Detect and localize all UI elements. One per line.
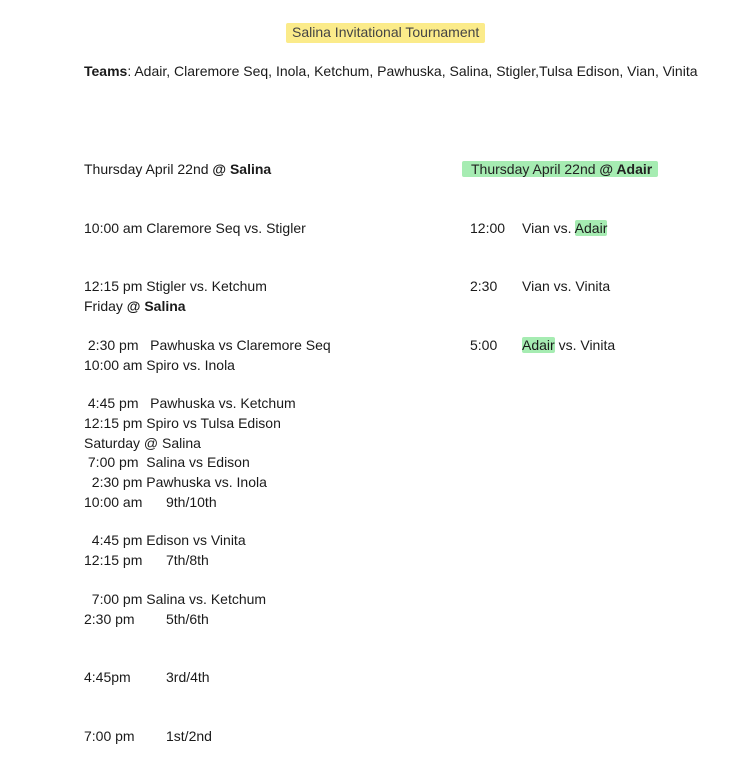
teams-line (84, 62, 714, 82)
heading-at: @ (126, 298, 145, 314)
game-time: 12:15 pm (84, 552, 143, 568)
heading-location: @ Adair (599, 161, 653, 177)
heading-location: Salina (144, 298, 186, 314)
game-time: 12:00 (470, 219, 506, 236)
game-row: 4:45 pm Pawhuska vs. Ketchum (84, 395, 296, 411)
thursday-adair-section (462, 121, 658, 375)
game-row (462, 336, 658, 356)
team-highlight: Adair (574, 219, 608, 236)
game-row (462, 277, 658, 297)
game-text: Vian vs. (522, 219, 575, 236)
game-match: 9th/10th (166, 493, 217, 510)
game-time: 10:00 am (84, 493, 143, 510)
section-heading (84, 297, 281, 317)
game-time: 2:30 (470, 278, 498, 294)
game-row: 12:15 pm Spiro vs Tulsa Edison (84, 415, 281, 431)
game-row (84, 551, 217, 571)
heading-location: @ Salina (212, 161, 272, 177)
game-text-post: vs. Vinita (554, 336, 616, 353)
game-time: 2:30 pm (84, 610, 135, 627)
section-heading: Saturday @ Salina (84, 435, 201, 451)
document-title: Salina Invitational Tournament (286, 23, 485, 43)
heading-day: Friday (84, 298, 127, 314)
game-row: 10:00 am Spiro vs. Inola (84, 356, 235, 373)
game-row: 2:30 pm Pawhuska vs. Inola (84, 473, 267, 490)
game-row: 12:15 pm Stigler vs. Ketchum (84, 278, 267, 294)
game-time: 7:00 pm (84, 727, 135, 744)
game-row: 2:30 pm Pawhuska vs Claremore Seq (84, 336, 331, 353)
section-heading (84, 160, 331, 180)
teams-label: Teams (84, 63, 128, 79)
game-time: 4:45pm (84, 669, 131, 685)
game-match: 3rd/4th (166, 669, 210, 685)
game-match: 1st/2nd (166, 727, 212, 744)
game-row: 7:00 pm Salina vs Edison (84, 453, 250, 470)
game-text: Vian vs. Vinita (522, 278, 611, 294)
heading-highlight (462, 161, 658, 177)
game-row: 4:45 pm Edison vs Vinita (84, 532, 246, 548)
game-row (84, 668, 217, 688)
heading-day: Thursday April 22nd (471, 161, 600, 177)
heading-day: Thursday April 22nd (84, 161, 213, 177)
section-heading (462, 160, 658, 180)
game-row (462, 219, 658, 239)
game-row: 7:00 pm Salina vs. Ketchum (84, 590, 267, 607)
game-row (84, 610, 217, 630)
game-match: 5th/6th (166, 610, 209, 627)
game-row (84, 493, 217, 513)
saturday-section (84, 395, 217, 766)
game-row (84, 727, 217, 747)
teams-list: : Adair, Claremore Seq, Inola, Ketchum, Pawhuska, Salina, Stigler,Tulsa Edison, Vian, Vinita (127, 63, 698, 79)
game-row: 10:00 am Claremore Seq vs. Stigler (84, 219, 306, 236)
team-highlight: Adair (522, 336, 555, 353)
game-time: 5:00 (470, 336, 498, 353)
game-match: 7th/8th (166, 552, 209, 568)
